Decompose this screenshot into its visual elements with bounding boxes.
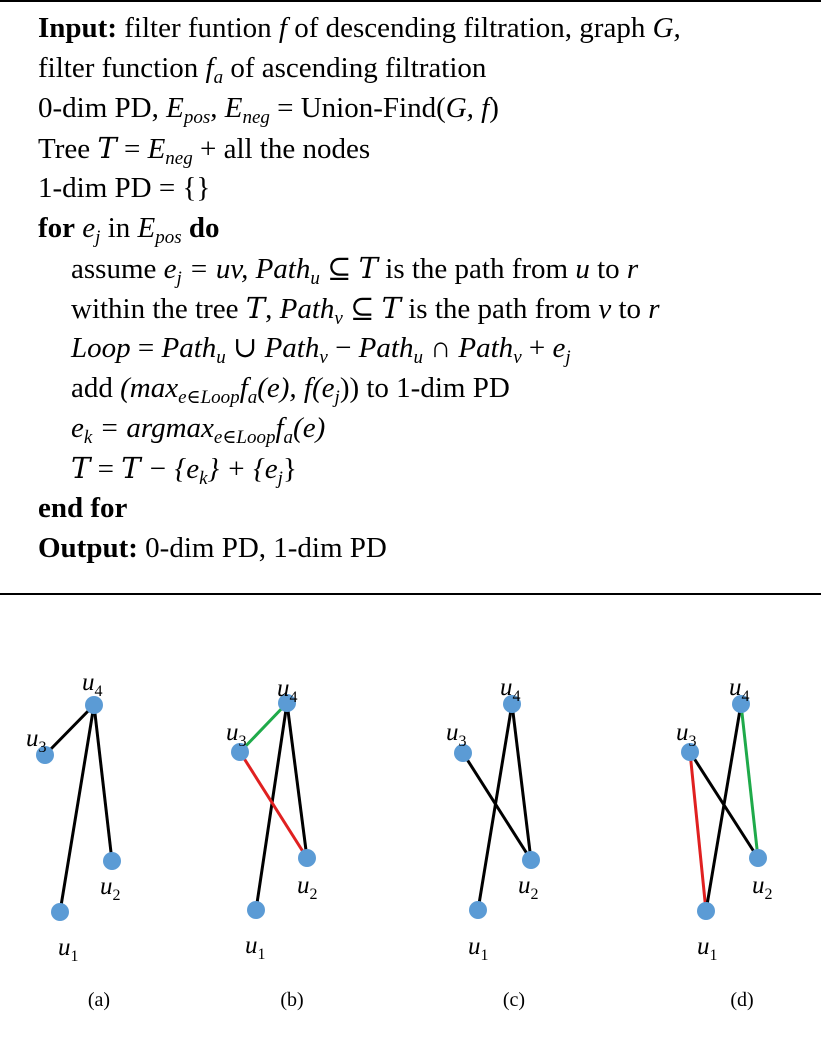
tree-symbol: T — [97, 131, 117, 165]
update-tree-lhs: T — [71, 451, 91, 485]
node-label-u4: $u_4$ — [277, 675, 298, 706]
loop-path-v-2: Path — [458, 332, 514, 364]
algo-line-for — [38, 208, 818, 248]
input-text-1: filter funtion — [124, 12, 272, 44]
algo-line-union-find — [38, 88, 818, 128]
graph-panel-c — [446, 674, 540, 1011]
pd1-text: 1-dim PD = {} — [38, 172, 211, 204]
within-subseteq: ⊆ — [350, 293, 375, 325]
add-fa: f — [239, 372, 248, 404]
panel-caption: (a) — [87, 989, 111, 1011]
input-label: Input: — [38, 12, 117, 44]
panel-caption: (b) — [280, 989, 304, 1011]
within-text: within the tree — [71, 293, 239, 325]
algo-line-end-for — [38, 488, 818, 528]
update-plus: } + {e — [207, 453, 278, 485]
loop-cup: ∪ — [233, 332, 258, 364]
output-text: 0-dim PD, 1-dim PD — [145, 532, 387, 564]
loop-lhs: Loop — [71, 332, 131, 364]
loop-path-u-sub: u — [216, 347, 226, 368]
node-u1 — [697, 902, 715, 920]
node-label-u1: $u_1$ — [245, 932, 266, 963]
algo-line-add — [38, 368, 818, 408]
for-keyword: for — [38, 212, 76, 244]
e-neg-sub: neg — [242, 107, 270, 128]
input-g: G, — [652, 12, 681, 44]
input-fa-sub: a — [213, 67, 224, 88]
algorithm-block — [38, 8, 818, 568]
loop-cap: ∩ — [430, 332, 452, 364]
node-u1 — [247, 901, 265, 919]
tree-rest: + all the nodes — [199, 133, 371, 165]
add-max-sub: e∈Loop — [178, 387, 240, 408]
assume-text: assume — [71, 253, 157, 285]
end-for-keyword: end for — [38, 492, 128, 524]
graph-panel-d — [676, 674, 773, 1011]
e-neg-symbol: E — [224, 92, 243, 124]
edge-u4-u2-black — [287, 703, 307, 858]
update-k-sub: k — [199, 468, 208, 489]
within-v: v — [598, 293, 612, 325]
ej-symbol: e — [82, 212, 96, 244]
assume-tree: T — [358, 251, 379, 285]
assume-path: Path — [255, 253, 311, 285]
node-label-u1: $u_1$ — [697, 933, 718, 964]
argmax-text: = argmax — [99, 412, 214, 444]
assume-is-path-from: is the path from — [385, 253, 569, 285]
comma: , — [210, 92, 218, 124]
update-tree-rhs: T — [121, 451, 141, 485]
input-text-4: of ascending filtration — [230, 52, 487, 84]
top-rule — [0, 0, 821, 2]
node-u1 — [469, 901, 487, 919]
algo-line-tree-update — [38, 448, 818, 488]
loop-path-u-2: Path — [358, 332, 414, 364]
edge-u4-u1-black — [256, 703, 287, 910]
loop-minus: − — [335, 332, 352, 364]
panel-caption: (c) — [502, 989, 526, 1011]
node-label-u4: $u_4$ — [500, 674, 521, 705]
node-label-u2: $u_2$ — [100, 873, 121, 904]
edge-u3-u2-red — [240, 752, 307, 858]
algo-line-output — [38, 528, 818, 568]
node-label-u3: $u_3$ — [446, 719, 467, 750]
ej-sub: j — [95, 227, 101, 248]
algo-line-input-2 — [38, 48, 818, 88]
in-text: in — [107, 212, 131, 244]
assume-ej-sub: j — [176, 268, 182, 289]
argmax-fa-sub: a — [283, 427, 294, 448]
within-is-path-from: is the path from — [408, 293, 592, 325]
algo-line-tree — [38, 128, 818, 168]
argmax-ek: e — [71, 412, 84, 444]
close-paren: ) — [489, 92, 499, 124]
algo-line-assume — [38, 248, 818, 288]
tree-e-neg: E — [147, 133, 166, 165]
graph-figure — [0, 660, 821, 1020]
loop-ej: e — [552, 332, 566, 364]
bottom-rule — [0, 593, 821, 595]
node-label-u2: $u_2$ — [297, 872, 318, 903]
loop-path-u: Path — [161, 332, 217, 364]
node-u1 — [51, 903, 69, 921]
node-label-u4: $u_4$ — [82, 669, 103, 700]
loop-path-u-2-sub: u — [413, 347, 423, 368]
graph-panel-b — [226, 675, 318, 1011]
within-comma: , — [265, 293, 273, 325]
e-pos-symbol: E — [166, 92, 184, 124]
add-text: add — [71, 372, 113, 404]
node-label-u3: $u_3$ — [26, 725, 47, 756]
add-max: (max — [120, 372, 179, 404]
node-label-u1: $u_1$ — [58, 934, 79, 965]
within-to: to — [618, 293, 641, 325]
argmax-sub: e∈Loop — [213, 427, 276, 448]
loop-path-v-2-sub: v — [513, 347, 522, 368]
edge-u4-u2-black — [94, 705, 112, 861]
loop-plus: + — [528, 332, 546, 364]
node-u2 — [298, 849, 316, 867]
do-keyword: do — [188, 212, 220, 244]
node-label-u3: $u_3$ — [226, 719, 247, 750]
pd0-text: 0-dim PD, — [38, 92, 159, 124]
loop-eq: = — [137, 332, 155, 364]
update-j-sub: j — [277, 468, 283, 489]
loop-ej-sub: j — [565, 347, 571, 368]
edge-u4-u1-black — [706, 704, 741, 911]
algo-line-loop — [38, 328, 818, 368]
algo-line-input-1 — [38, 8, 818, 48]
graph-panel-a — [26, 669, 121, 1011]
assume-subseteq: ⊆ — [327, 253, 352, 285]
update-close: } — [282, 453, 297, 485]
assume-u: u — [575, 253, 590, 285]
add-fa-sub: a — [247, 387, 258, 408]
assume-ej: e — [163, 253, 177, 285]
tree-e-neg-sub: neg — [165, 148, 193, 169]
update-minus: − {e — [147, 453, 200, 485]
update-eq: = — [97, 453, 122, 485]
node-u2 — [103, 852, 121, 870]
algo-line-argmax — [38, 408, 818, 448]
within-path-v-sub: v — [334, 308, 343, 329]
node-label-u4: $u_4$ — [729, 674, 750, 705]
e-pos-sub: pos — [183, 107, 211, 128]
add-to-pd: )) to 1-dim PD — [339, 372, 510, 404]
within-r: r — [648, 293, 660, 325]
argmax-fa: f — [275, 412, 284, 444]
for-e-pos: E — [137, 212, 156, 244]
assume-eq-uv: = uv, — [189, 253, 249, 285]
add-fa-e: (e), f(e — [257, 372, 335, 404]
node-u2 — [522, 851, 540, 869]
tree-text: Tree — [38, 133, 91, 165]
union-args: G, f — [445, 92, 490, 124]
input-text-2: of descending filtration, graph — [294, 12, 646, 44]
tree-eq: = — [123, 133, 141, 165]
loop-path-v: Path — [264, 332, 320, 364]
within-tree: T — [245, 291, 266, 325]
panel-caption: (d) — [730, 989, 754, 1011]
within-path: Path — [279, 293, 335, 325]
loop-path-v-sub: v — [319, 347, 328, 368]
union-find-text: = Union-Find( — [277, 92, 446, 124]
assume-to: to — [597, 253, 620, 285]
assume-path-u-sub: u — [310, 268, 320, 289]
for-e-pos-sub: pos — [155, 227, 182, 248]
argmax-fa-of-e: (e) — [293, 412, 326, 444]
algo-line-within — [38, 288, 818, 328]
node-label-u2: $u_2$ — [752, 872, 773, 903]
edge-u4-u1-black — [478, 704, 512, 910]
node-label-u2: $u_2$ — [518, 872, 539, 903]
assume-r: r — [626, 253, 639, 285]
node-label-u3: $u_3$ — [676, 719, 697, 750]
input-text-3: filter function — [38, 52, 199, 84]
input-fa: f — [205, 52, 214, 84]
node-u2 — [749, 849, 767, 867]
node-label-u1: $u_1$ — [468, 933, 489, 964]
within-tree-2: T — [381, 291, 401, 325]
argmax-ek-sub: k — [83, 427, 93, 448]
input-f: f — [278, 12, 287, 44]
add-j-sub: j — [334, 387, 340, 408]
algo-line-pd1 — [38, 168, 818, 208]
output-label: Output: — [38, 532, 138, 564]
